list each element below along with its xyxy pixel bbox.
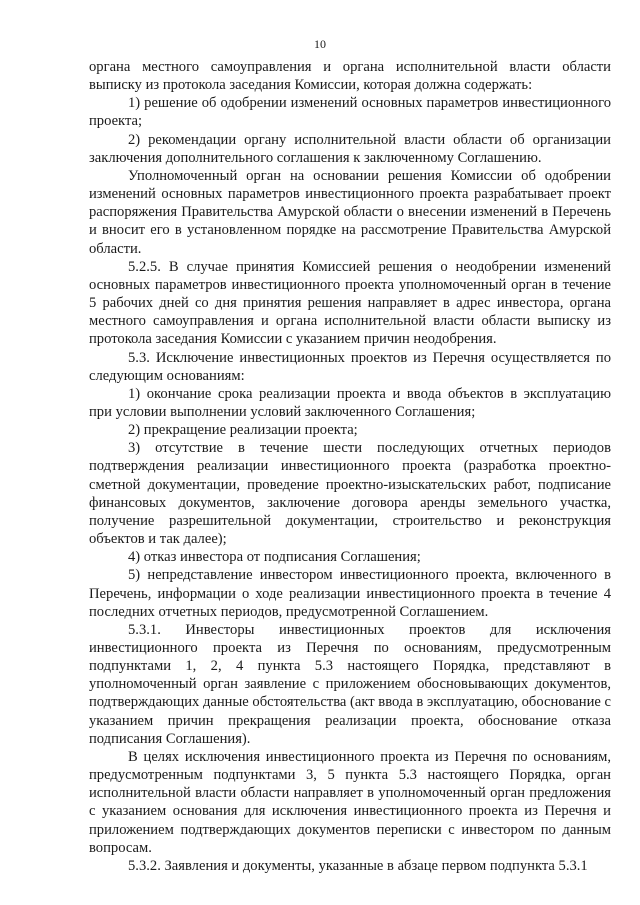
paragraph: 3) отсутствие в течение шести последующих отчетных периодов подтверждения реализации инвестиционного проекта (разработка проектно-сметной документации, проведение проектно-изыскательских работ, подписание финансовых документов, заключение договора аренды земельного участка, получение разрешительной документации, строительство и реконструкция объектов и так далее); bbox=[89, 440, 611, 548]
paragraph: 5.3.2. Заявления и документы, указанные в абзаце первом подпункта 5.3.1 bbox=[128, 857, 588, 874]
paragraph: 4) отказ инвестора от подписания Соглашения; bbox=[128, 549, 421, 566]
paragraph: 5) непредставление инвестором инвестиционного проекта, включенного в Перечень, информации о ходе реализации инвестиционного проекта в течение 4 последних отчетных периодов, предусмотренной Соглашением. bbox=[89, 567, 611, 620]
paragraph: 2) прекращение реализации проекта; bbox=[128, 422, 358, 439]
paragraph: 5.2.5. В случае принятия Комиссией решения о неодобрении изменений основных параметров инвестиционного проекта уполномоченный орган в течение 5 рабочих дней со дня принятия решения направляет в адрес инвестора, органа местного самоуправления и органа исполнительной власти области выписку из протокола заседания Комиссии с указанием причин неодобрения. bbox=[89, 258, 611, 348]
paragraph: органа местного самоуправления и органа исполнительной власти области выписку из протокола заседания Комиссии, которая должна содержать: bbox=[89, 59, 611, 94]
page-number: 10 bbox=[314, 37, 326, 51]
paragraph: 5.3.1. Инвесторы инвестиционных проектов для исключения инвестиционного проекта из Перечня по основаниям, предусмотренным подпунктами 1, 2, 4 пункта 5.3 настоящего Порядка, представляют в уполномоченный орган заявление с приложением обосновывающих документов, подтверждающих данные обстоятельства (акт ввода в эксплуатацию, обоснование с указанием причин прекращения реализации проекта, обоснование отказа подписания Соглашения). bbox=[89, 621, 611, 747]
paragraph: 2) рекомендации органу исполнительной власти области об организации заключения дополнительного соглашения к заключенному Соглашению. bbox=[89, 131, 611, 166]
paragraph: 1) решение об одобрении изменений основных параметров инвестиционного проекта; bbox=[89, 95, 611, 130]
paragraph: 1) окончание срока реализации проекта и ввода объектов в эксплуатацию при условии выполнении условий заключенного Соглашения; bbox=[89, 385, 611, 420]
paragraph: В целях исключения инвестиционного проекта из Перечня по основаниям, предусмотренным подпунктами 3, 5 пункта 5.3 настоящего Порядка, орган исполнительной власти области направляет в уполномоченный орган предложения с указанием основания для исключения инвестиционного проекта из Перечня и приложением подтверждающих документов переписки с инвестором по данным вопросам. bbox=[89, 748, 611, 856]
document-body bbox=[89, 58, 611, 875]
paragraph: 5.3. Исключение инвестиционных проектов из Перечня осуществляется по следующим основаниям: bbox=[89, 349, 611, 384]
paragraph: Уполномоченный орган на основании решения Комиссии об одобрении изменений основных параметров инвестиционного проекта разрабатывает проект распоряжения Правительства Амурской области о внесении изменений в Перечень и вносит его в установленном порядке на рассмотрение Правительства Амурской области. bbox=[89, 167, 611, 257]
